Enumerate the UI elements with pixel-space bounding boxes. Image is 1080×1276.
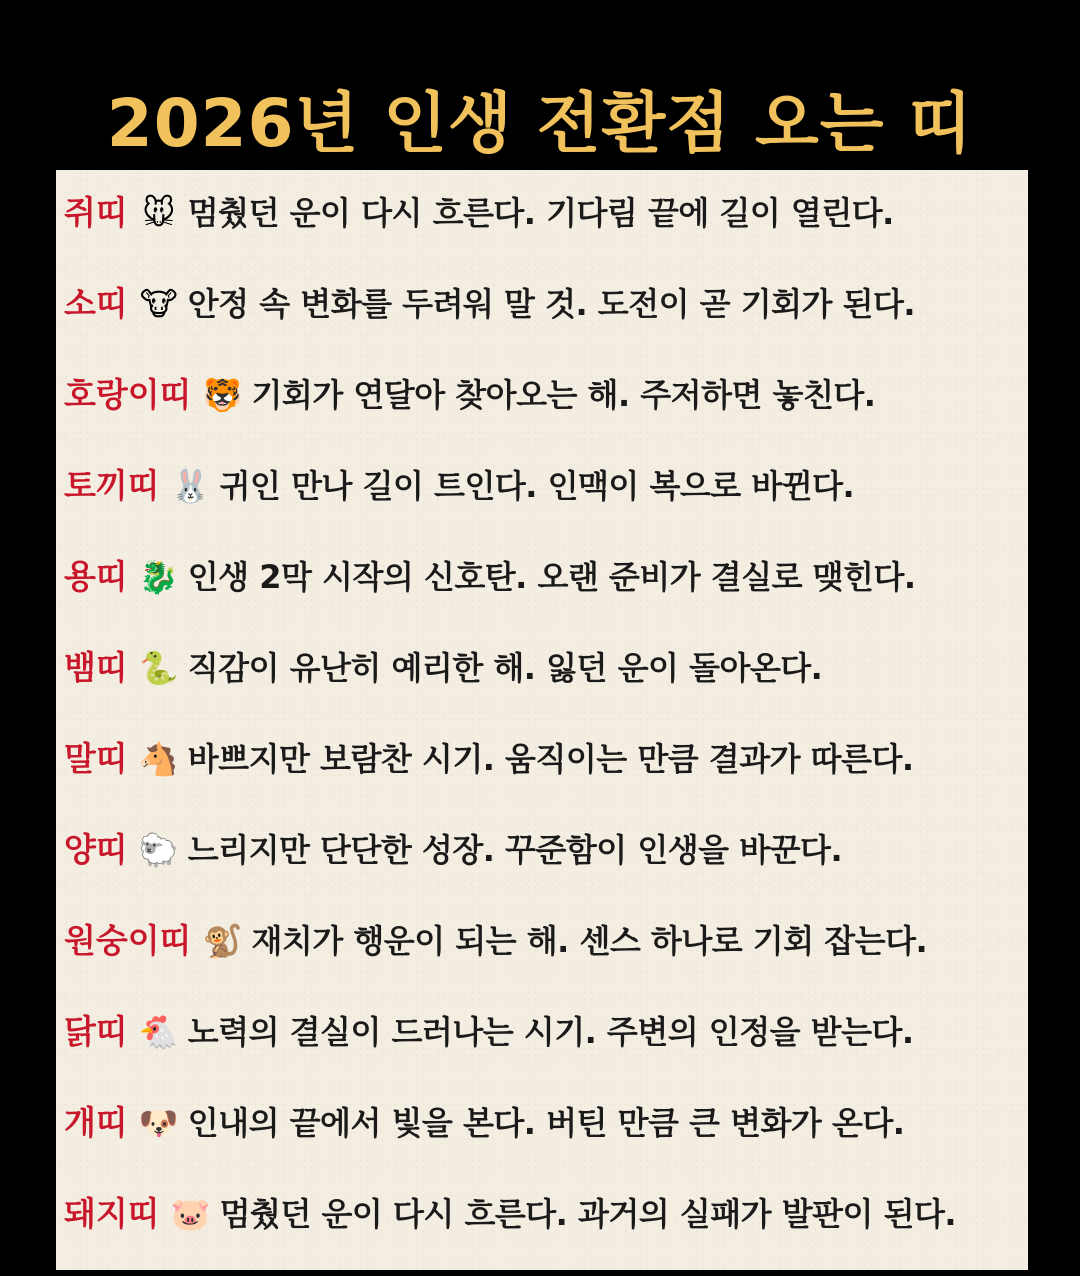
zodiac-name: 쥐띠 <box>64 193 128 232</box>
fortune-text: 기회가 연달아 찾아오는 해. 주저하면 놓친다. <box>251 376 876 414</box>
snake-icon: 🐍 <box>138 649 179 687</box>
fortune-text: 멈췄던 운이 다시 흐른다. 과거의 실패가 발판이 된다. <box>219 1195 957 1233</box>
tiger-icon: 🐯 <box>202 376 243 414</box>
fortune-text: 인내의 끝에서 빛을 본다. 버틴 만큼 큰 변화가 온다. <box>187 1104 905 1142</box>
zodiac-row <box>64 275 1024 366</box>
zodiac-row <box>64 1003 1024 1094</box>
fortune-text: 바쁘지만 보람찬 시기. 움직이는 만큼 결과가 따른다. <box>187 740 914 778</box>
fortune-text: 느리지만 단단한 성장. 꾸준함이 인생을 바꾼다. <box>187 831 843 869</box>
page-title: 2026년 인생 전환점 오는 띠 <box>106 85 974 162</box>
zodiac-row <box>64 184 1024 275</box>
fortune-text: 귀인 만나 길이 트인다. 인맥이 복으로 바뀐다. <box>219 467 855 505</box>
fortune-text: 인생 2막 시작의 신호탄. 오랜 준비가 결실로 맺힌다. <box>187 558 916 596</box>
zodiac-name: 개띠 <box>64 1103 128 1142</box>
fortune-text: 노력의 결실이 드러나는 시기. 주변의 인정을 받는다. <box>187 1013 914 1051</box>
zodiac-row <box>64 457 1024 548</box>
rooster-icon: 🐔 <box>138 1013 179 1051</box>
zodiac-name: 용띠 <box>64 557 128 596</box>
fortune-text: 안정 속 변화를 두려워 말 것. 도전이 곧 기회가 된다. <box>187 285 916 323</box>
zodiac-row <box>64 821 1024 912</box>
dog-icon: 🐶 <box>138 1104 179 1142</box>
zodiac-list <box>64 184 1024 1276</box>
zodiac-name: 돼지띠 <box>64 1194 160 1233</box>
zodiac-name: 양띠 <box>64 830 128 869</box>
zodiac-row <box>64 639 1024 730</box>
zodiac-row <box>64 730 1024 821</box>
zodiac-name: 토끼띠 <box>64 466 160 505</box>
zodiac-row <box>64 1094 1024 1185</box>
dragon-icon: 🐉 <box>138 558 179 596</box>
fortune-text: 멈췄던 운이 다시 흐른다. 기다림 끝에 길이 열린다. <box>187 194 894 232</box>
fortune-text: 재치가 행운이 되는 해. 센스 하나로 기회 잡는다. <box>251 922 928 960</box>
pig-icon: 🐷 <box>170 1195 211 1233</box>
zodiac-row <box>64 366 1024 457</box>
mouse-icon: 🐭 <box>142 194 176 232</box>
fortune-text: 직감이 유난히 예리한 해. 잃던 운이 돌아온다. <box>187 649 823 687</box>
zodiac-name: 원숭이띠 <box>64 921 192 960</box>
zodiac-row <box>64 548 1024 639</box>
sheep-icon: 🐑 <box>138 831 179 869</box>
cow-icon: 🐮 <box>139 285 178 323</box>
zodiac-name: 말띠 <box>64 739 128 778</box>
zodiac-name: 호랑이띠 <box>64 375 192 414</box>
zodiac-row <box>64 912 1024 1003</box>
zodiac-row <box>64 1185 1024 1276</box>
monkey-icon: 🐒 <box>202 922 243 960</box>
zodiac-name: 닭띠 <box>64 1012 128 1051</box>
rabbit-icon: 🐰 <box>170 467 211 505</box>
zodiac-name: 뱀띠 <box>64 648 128 687</box>
horse-icon: 🐴 <box>138 740 179 778</box>
zodiac-name: 소띠 <box>64 284 128 323</box>
